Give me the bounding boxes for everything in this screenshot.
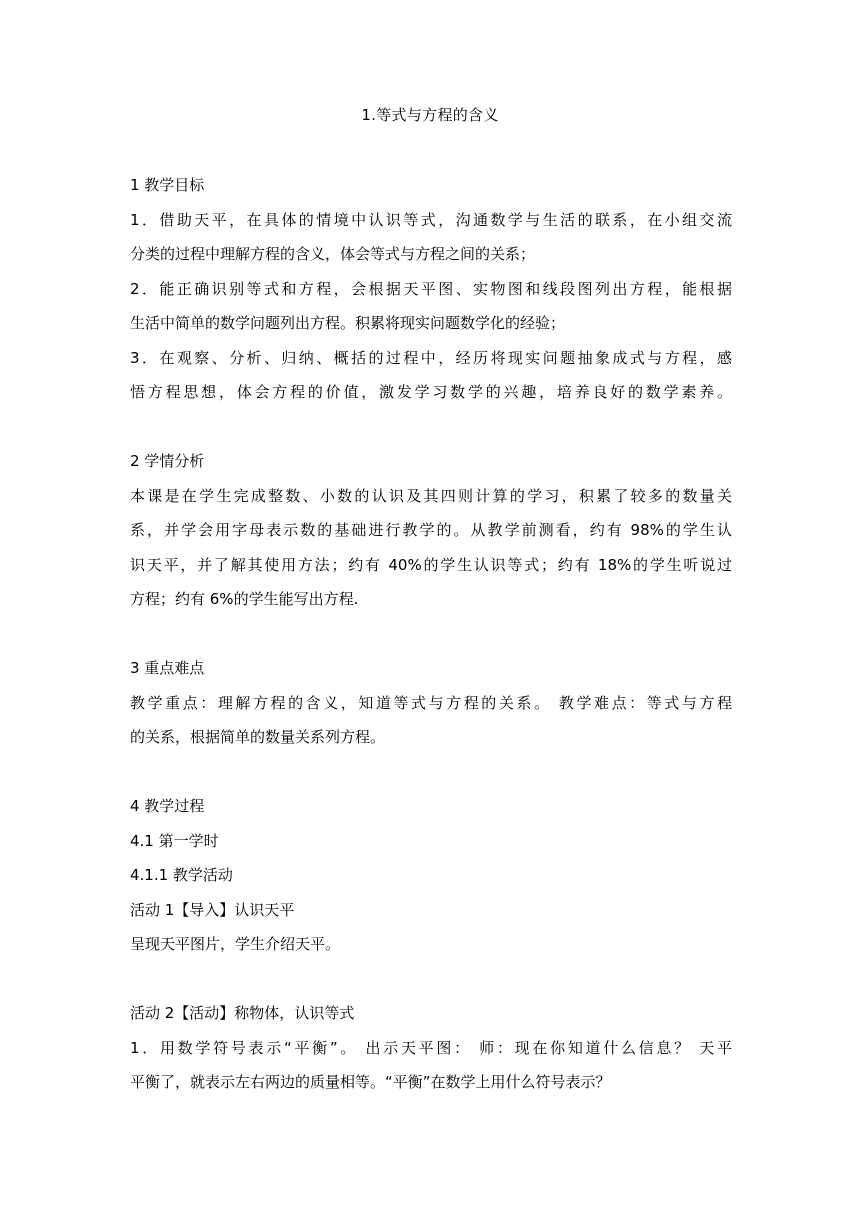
paragraph-line: 3．在观察、分析、归纳、概括的过程中，经历将现实问题抽象成式与方程，感 [130,348,732,367]
subheading-teaching-activity: 4.1.1 教学活动 [130,866,233,884]
paragraph-line: 2．能正确识别等式和方程，会根据天平图、实物图和线段图列出方程，能根据 [130,279,732,298]
section-heading-keypoints: 3 重点难点 [130,659,205,677]
blank-line [130,410,732,445]
blank-line [130,617,732,652]
paragraph-line: 1．用数学符号表示“平衡”。 出示天平图： 师：现在你知道什么信息？ 天平 [130,1038,732,1057]
section-heading-process: 4 教学过程 [130,797,205,815]
paragraph-line: 悟方程思想，体会方程的价值，激发学习数学的兴趣，培养良好的数学素养。 [130,383,732,401]
paragraph-line: 本课是在学生完成整数、小数的认识及其四则计算的学习，积累了较多的数量关 [130,486,732,505]
blank-line [130,962,732,997]
subheading-first-lesson: 4.1 第一学时 [130,831,219,850]
paragraph-line: 分类的过程中理解方程的含义，体会等式与方程之间的关系； [130,245,536,263]
paragraph-line: 系，并学会用字母表示数的基础进行教学的。从教学前测看，约有 98%的学生认 [130,521,732,539]
document-body [130,168,732,1100]
section-heading-analysis: 2 学情分析 [130,452,205,470]
paragraph-line: 呈现天平图片，学生介绍天平。 [130,935,341,953]
paragraph-line: 平衡了，就表示左右两边的质量相等。“平衡”在数学上用什么符号表示？ [130,1073,611,1091]
blank-line [130,755,732,790]
document-title: 1.等式与方程的含义 [361,106,499,124]
paragraph-line: 1．借助天平，在具体的情境中认识等式，沟通数学与生活的联系，在小组交流 [130,210,732,229]
paragraph-line: 识天平，并了解其使用方法；约有 40%的学生认识等式；约有 18%的学生听说过 [130,555,732,574]
section-heading-goals: 1 教学目标 [130,176,205,194]
paragraph-line: 教学重点：理解方程的含义，知道等式与方程的关系。 教学难点：等式与方程 [130,693,732,712]
activity-1-title: 活动 1【导入】认识天平 [130,900,295,919]
paragraph-line: 的关系，根据简单的数量关系列方程。 [130,728,386,746]
activity-2-title: 活动 2【活动】称物体，认识等式 [130,1004,355,1022]
paragraph-line: 生活中简单的数学问题列出方程。积累将现实问题数学化的经验； [130,314,566,332]
paragraph-line: 方程；约有 6%的学生能写出方程. [130,590,359,608]
